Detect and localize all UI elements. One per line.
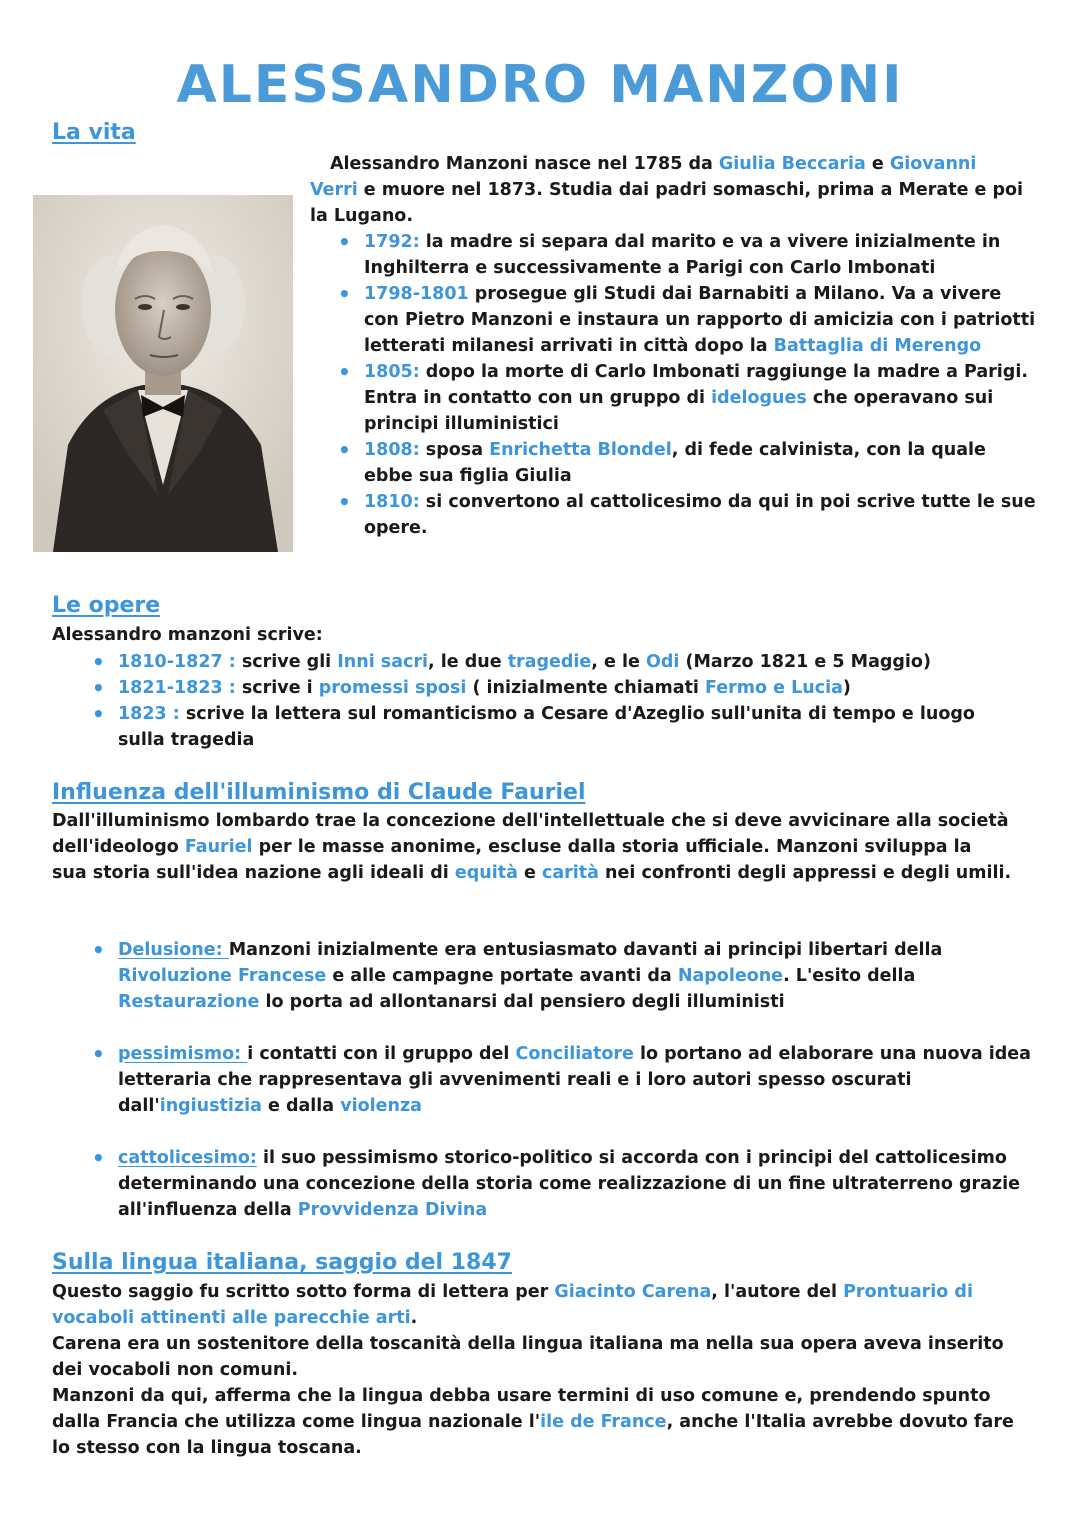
- highlight-term: Fermo e Lucia: [705, 678, 843, 698]
- text-run: ( inizialmente chiamati: [466, 678, 706, 698]
- text-run: , le due: [428, 652, 508, 672]
- opere-intro: Alessandro manzoni scrive:: [52, 625, 323, 645]
- text-run: e muore nel 1873. Studia dai padri somaschi, prima a Merate e poi la Lugano.: [310, 180, 1024, 226]
- text-run: i contatti con il gruppo del: [247, 1044, 516, 1064]
- list-item: [330, 281, 1040, 359]
- highlight-term: Enrichetta Blondel: [489, 440, 672, 460]
- vita-list: [330, 229, 1040, 541]
- highlight-term: cattolicesimo:: [118, 1148, 257, 1168]
- opere-list: [84, 649, 994, 753]
- highlight-term: promessi sposi: [318, 678, 467, 698]
- vita-intro: [310, 151, 1030, 229]
- highlight-term: equità: [454, 863, 518, 883]
- text-run: ): [842, 678, 851, 698]
- lingua-body: [52, 1279, 1027, 1461]
- text-run: Manzoni inizialmente era entusiasmato davanti ai principi libertari della: [228, 940, 943, 960]
- influenza-paragraph: [52, 808, 1012, 886]
- highlight-term: ingiustizia: [159, 1096, 262, 1116]
- text-run: lo porta ad allontanarsi dal pensiero degli illuministi: [259, 992, 785, 1012]
- highlight-term: Provvidenza Divina: [297, 1200, 488, 1220]
- heading-opere: Le opere: [52, 593, 161, 618]
- highlight-term: Giacinto Carena: [554, 1282, 712, 1302]
- highlight-term: Delusione:: [118, 940, 229, 960]
- text-run: nei confronti degli appressi e degli umili.: [598, 863, 1012, 883]
- text-run: (Marzo 1821 e 5 Maggio): [679, 652, 931, 672]
- highlight-term: Battaglia di Merengo: [773, 336, 982, 356]
- text-run: , anche l'Italia avrebbe dovuto fare lo stesso con la lingua toscana.: [52, 1412, 1014, 1458]
- text-run: per le masse anonime, escluse dalla storia ufficiale. Manzoni sviluppa la sua storia sull'idea nazione agli ideali di: [52, 837, 972, 883]
- highlight-term: 1808:: [364, 440, 420, 460]
- list-item: [84, 649, 994, 675]
- text-run: , l'autore del: [711, 1282, 844, 1302]
- text-run: si convertono al cattolicesimo da qui in poi scrive tutte le sue opere.: [364, 492, 1036, 538]
- highlight-term: carità: [541, 863, 599, 883]
- highlight-term: Napoleone: [677, 966, 784, 986]
- text-run: sposa: [419, 440, 490, 460]
- highlight-term: 1810-1827 :: [118, 652, 236, 672]
- highlight-term: 1810:: [364, 492, 420, 512]
- highlight-term: tragedie: [507, 652, 592, 672]
- highlight-term: Restaurazione: [118, 992, 260, 1012]
- paragraph: [52, 1279, 1027, 1331]
- highlight-term: Inni sacri: [337, 652, 429, 672]
- list-item: [84, 675, 994, 701]
- text-run: la madre si separa dal marito e va a vivere inizialmente in Inghilterra e successivamente a Parigi con Carlo Imbonati: [364, 232, 1001, 278]
- paragraph: [52, 1331, 1027, 1383]
- text-run: Dall'illuminismo lombardo trae la concezione dell'intellettuale che si deve avvicinare alla società dell'ideologo: [52, 811, 1009, 857]
- text-run: scrive la lettera sul romanticismo a Cesare d'Azeglio sull'unita di tempo e luogo sulla tragedia: [118, 704, 975, 750]
- highlight-term: idelogues: [711, 388, 807, 408]
- list-item: [84, 701, 994, 753]
- text-run: e alle campagne portate avanti da: [326, 966, 678, 986]
- text-run: lo portano ad elaborare una nuova idea letteraria che rappresentava gli avvenimenti reali e i loro autori spesso oscurati dall': [118, 1044, 1031, 1116]
- highlight-term: Prontuario di vocaboli attinenti alle parecchie arti: [52, 1282, 973, 1328]
- heading-vita: La vita: [52, 120, 136, 145]
- highlight-term: Rivoluzione Francese: [118, 966, 327, 986]
- list-item: [84, 1145, 1034, 1223]
- page-title: ALESSANDRO MANZONI: [176, 55, 904, 115]
- portrait-drawing: [33, 195, 293, 552]
- highlight-term: ile de France: [540, 1412, 667, 1432]
- text-run: e dalla: [261, 1096, 341, 1116]
- list-item: [330, 229, 1040, 281]
- text-run: prosegue gli Studi dai Barnabiti a Milano. Va a vivere con Pietro Manzoni e instaura un rapporto di amicizia con i patriotti letterati milanesi arrivati in città dopo la: [364, 284, 1036, 356]
- highlight-term: violenza: [340, 1096, 422, 1116]
- heading-influenza: Influenza dell'illuminismo di Claude Fauriel: [52, 780, 586, 805]
- text-run: scrive gli: [235, 652, 338, 672]
- list-item: [84, 937, 1034, 1015]
- highlight-term: Conciliatore: [515, 1044, 634, 1064]
- text-run: scrive i: [235, 678, 319, 698]
- text-run: dopo la morte di Carlo Imbonati raggiunge la madre a Parigi. Entra in contatto con un gruppo di: [364, 362, 1028, 408]
- influenza-list: [84, 937, 1034, 1223]
- list-item: [330, 489, 1040, 541]
- text-run: , e le: [591, 652, 646, 672]
- highlight-term: Giovanni Verri: [310, 154, 977, 200]
- text-run: , di fede calvinista, con la quale ebbe sua figlia Giulia: [364, 440, 986, 486]
- highlight-term: pessimismo:: [118, 1044, 248, 1064]
- text-run: e: [517, 863, 542, 883]
- highlight-term: 1798-1801: [364, 284, 469, 304]
- portrait-image: [33, 195, 293, 552]
- text-run: Carena era un sostenitore della toscanità della lingua italiana ma nella sua opera aveva inserito dei vocaboli non comuni.: [52, 1334, 1004, 1380]
- paragraph: [52, 1383, 1027, 1461]
- list-item: [330, 437, 1040, 489]
- text-run: Manzoni da qui, afferma che la lingua debba usare termini di uso comune e, prendendo spunto dalla Francia che utilizza come lingua nazionale l': [52, 1386, 991, 1432]
- highlight-term: Giulia Beccaria: [718, 154, 866, 174]
- highlight-term: Odi: [645, 652, 680, 672]
- text-run: Questo saggio fu scritto sotto forma di lettera per: [52, 1282, 555, 1302]
- text-run: Alessandro Manzoni nasce nel 1785 da: [330, 154, 719, 174]
- heading-lingua: Sulla lingua italiana, saggio del 1847: [52, 1250, 512, 1275]
- highlight-term: 1805:: [364, 362, 420, 382]
- highlight-term: 1792:: [364, 232, 420, 252]
- text-run: e: [865, 154, 890, 174]
- highlight-term: Fauriel: [184, 837, 253, 857]
- highlight-term: 1823 :: [118, 704, 180, 724]
- text-run: che operavano sui principi illuministici: [364, 388, 994, 434]
- text-run: il suo pessimismo storico-politico si accorda con i principi del cattolicesimo determinando una concezione della storia come realizzazione di un fine ultraterreno grazie all'influenza della: [118, 1148, 1020, 1220]
- text-run: .: [410, 1308, 418, 1328]
- list-item: [330, 359, 1040, 437]
- highlight-term: 1821-1823 :: [118, 678, 236, 698]
- list-item: [84, 1041, 1034, 1119]
- text-run: . L'esito della: [783, 966, 916, 986]
